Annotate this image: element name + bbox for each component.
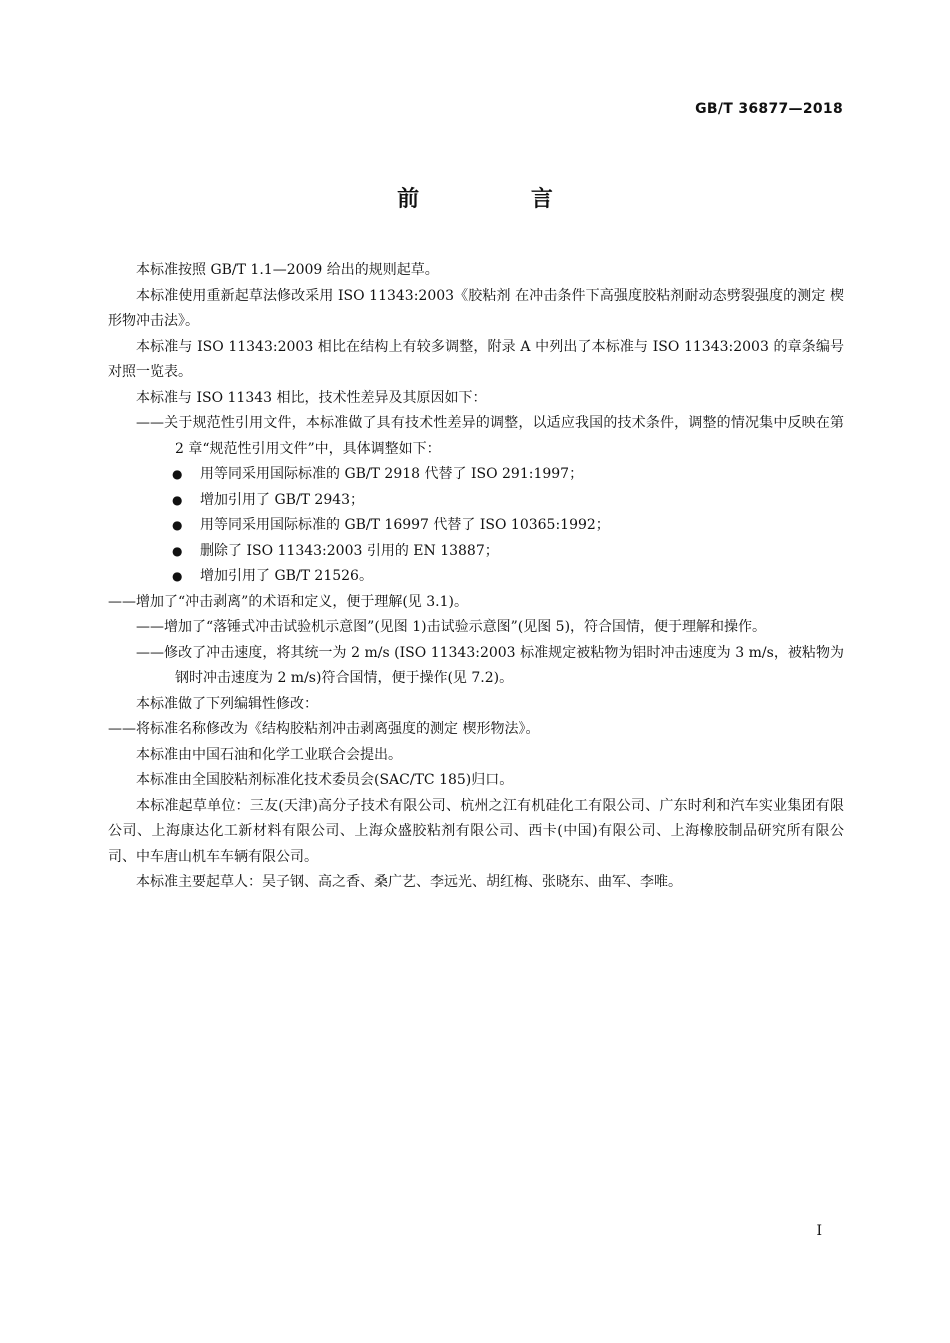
bullet-icon: ● (172, 569, 183, 583)
bullet-icon: ● (172, 492, 183, 507)
dash-item: ——修改了冲击速度，将其统一为 2 m/s (ISO 11343:2003 标准规定被粘物为铝时冲击速度为 3 m/s，被粘物为钢时冲击速度为 2 m/s)符合国情，便于操作(见 7.2)。 (136, 644, 844, 686)
bullet-item (108, 513, 844, 539)
page-number: I (816, 1223, 822, 1239)
paragraph: 本标准按照 GB/T 1.1—2009 给出的规则起草。 (136, 262, 439, 278)
bullet-text: 用等同采用国际标准的 GB/T 2918 代替了 ISO 291:1997； (200, 466, 584, 482)
bullet-icon: ● (172, 518, 183, 532)
dash-item: ——关于规范性引用文件，本标准做了具有技术性差异的调整，以适应我国的技术条件，调整的情况集中反映在第 2 章“规范性引用文件”中，具体调整如下： (136, 415, 844, 457)
bullet-item (108, 564, 844, 590)
paragraph: 本标准做了下列编辑性修改： (136, 695, 318, 712)
bullet-text: 删除了 ISO 11343:2003 引用的 EN 13887； (200, 542, 499, 559)
bullet-icon: ● (172, 543, 183, 558)
paragraph: 本标准与 ISO 11343:2003 相比在结构上有较多调整，附录 A 中列出了本标准与 ISO 11343:2003 的章条编号对照一览表。 (108, 338, 844, 380)
paragraph: 本标准使用重新起草法修改采用 ISO 11343:2003《胶粘剂 在冲击条件下高强度胶粘剂耐动态劈裂强度的测定 楔形物冲击法》。 (108, 287, 844, 329)
paragraph: 本标准主要起草人：吴子钢、高之香、桑广艺、李远光、胡红梅、张晓东、曲军、李唯。 (136, 874, 682, 890)
paragraph: 本标准起草单位：三友(天津)高分子技术有限公司、杭州之江有机硅化工有限公司、广东时利和汽车实业集团有限公司、上海康达化工新材料有限公司、上海众盛胶粘剂有限公司、西卡(中国)有限公司、上海橡胶制品研究所有限公司、中车唐山机车车辆有限公司。 (108, 797, 844, 865)
paragraph: 本标准由中国石油和化学工业联合会提出。 (136, 746, 402, 763)
page-title: 前 言 (397, 187, 605, 212)
bullet-item (108, 488, 844, 514)
bullet-text: 增加引用了 GB/T 21526。 (200, 568, 373, 584)
paragraph: 本标准由全国胶粘剂标准化技术委员会(SAC/TC 185)归口。 (136, 772, 514, 788)
bullet-text: 增加引用了 GB/T 2943； (200, 491, 365, 508)
bullet-item (108, 462, 844, 488)
dash-item: ——将标准名称修改为《结构胶粘剂冲击剥离强度的测定 楔形物法》。 (108, 721, 540, 737)
standard-number: GB/T 36877—2018 (695, 101, 843, 117)
dash-item: ——增加了“落锤式冲击试验机示意图”(见图 1)击试验示意图”(见图 5)，符合国情，便于理解和操作。 (136, 619, 767, 635)
bullet-text: 用等同采用国际标准的 GB/T 16997 代替了 ISO 10365:1992； (200, 517, 610, 533)
paragraph: 本标准与 ISO 11343 相比，技术性差异及其原因如下： (136, 389, 487, 406)
bullet-icon: ● (172, 467, 183, 481)
dash-item: ——增加了“冲击剥离”的术语和定义，便于理解(见 3.1)。 (108, 593, 468, 610)
bullet-item (108, 539, 844, 565)
document-body (108, 258, 844, 896)
